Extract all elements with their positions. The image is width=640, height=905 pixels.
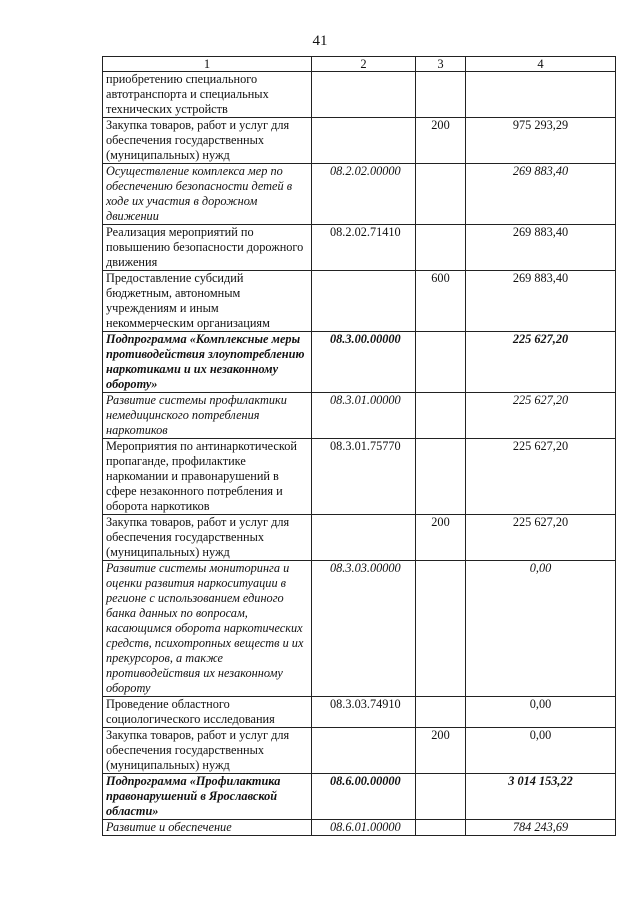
row-expense-type: 600 xyxy=(416,271,466,332)
table-row xyxy=(103,697,616,728)
row-name: Развитие системы мониторинга и оценки развития наркоситуации в регионе с использованием единого банка данных по вопросам, касающимся оборота наркотических средств, психотропных веществ и их прекурсоров, а также противодействия их незаконному обороту xyxy=(103,561,312,697)
row-name: Осуществление комплекса мер по обеспечению безопасности детей в ходе их участия в дорожном движении xyxy=(103,164,312,225)
row-expense-type xyxy=(416,332,466,393)
row-expense-type: 200 xyxy=(416,515,466,561)
row-name: Подпрограмма «Профилактика правонарушений в Ярославской области» xyxy=(103,774,312,820)
row-expense-type xyxy=(416,72,466,118)
row-amount: 3 014 153,22 xyxy=(466,774,616,820)
row-code: 08.3.03.74910 xyxy=(312,697,416,728)
row-amount: 225 627,20 xyxy=(466,439,616,515)
row-expense-type xyxy=(416,393,466,439)
budget-table-body xyxy=(103,57,616,836)
table-row xyxy=(103,332,616,393)
row-expense-type xyxy=(416,697,466,728)
row-amount: 225 627,20 xyxy=(466,332,616,393)
row-name: Развитие и обеспечение xyxy=(103,820,312,836)
row-expense-type xyxy=(416,774,466,820)
header-col-1: 1 xyxy=(103,57,312,72)
page-number: 41 xyxy=(312,33,328,49)
row-code: 08.6.01.00000 xyxy=(312,820,416,836)
row-name: Мероприятия по антинаркотической пропаганде, профилактике наркомании и правонарушений в сфере незаконного потребления и оборота наркотиков xyxy=(103,439,312,515)
row-code xyxy=(312,271,416,332)
table-row xyxy=(103,118,616,164)
row-amount: 269 883,40 xyxy=(466,225,616,271)
table-row xyxy=(103,439,616,515)
table-row xyxy=(103,728,616,774)
row-amount: 784 243,69 xyxy=(466,820,616,836)
row-name: Подпрограмма «Комплексные меры противодействия злоупотреблению наркотиками и их незаконному обороту» xyxy=(103,332,312,393)
row-expense-type xyxy=(416,225,466,271)
row-expense-type: 200 xyxy=(416,728,466,774)
row-code xyxy=(312,118,416,164)
row-code xyxy=(312,515,416,561)
row-amount: 269 883,40 xyxy=(466,271,616,332)
row-code xyxy=(312,72,416,118)
budget-table xyxy=(102,56,616,836)
table-row xyxy=(103,561,616,697)
table-row xyxy=(103,271,616,332)
row-name: Закупка товаров, работ и услуг для обеспечения государственных (муниципальных) нужд xyxy=(103,515,312,561)
row-name: Реализация мероприятий по повышению безопасности дорожного движения xyxy=(103,225,312,271)
row-expense-type xyxy=(416,164,466,225)
row-name: Закупка товаров, работ и услуг для обеспечения государственных (муниципальных) нужд xyxy=(103,728,312,774)
table-row xyxy=(103,393,616,439)
table-row xyxy=(103,72,616,118)
table-row xyxy=(103,820,616,836)
row-amount: 225 627,20 xyxy=(466,515,616,561)
table-row xyxy=(103,225,616,271)
row-amount: 0,00 xyxy=(466,728,616,774)
header-col-4: 4 xyxy=(466,57,616,72)
row-code: 08.2.02.00000 xyxy=(312,164,416,225)
row-code: 08.3.01.00000 xyxy=(312,393,416,439)
row-code: 08.3.01.75770 xyxy=(312,439,416,515)
row-amount xyxy=(466,72,616,118)
header-col-2: 2 xyxy=(312,57,416,72)
header-col-3: 3 xyxy=(416,57,466,72)
row-amount: 269 883,40 xyxy=(466,164,616,225)
row-expense-type xyxy=(416,820,466,836)
row-expense-type xyxy=(416,439,466,515)
table-row xyxy=(103,515,616,561)
row-code: 08.3.03.00000 xyxy=(312,561,416,697)
row-code: 08.2.02.71410 xyxy=(312,225,416,271)
row-amount: 0,00 xyxy=(466,561,616,697)
row-expense-type: 200 xyxy=(416,118,466,164)
row-code: 08.3.00.00000 xyxy=(312,332,416,393)
row-name: приобретению специального автотранспорта и специальных технических устройств xyxy=(103,72,312,118)
row-code: 08.6.00.00000 xyxy=(312,774,416,820)
row-name: Проведение областного социологического исследования xyxy=(103,697,312,728)
row-name: Закупка товаров, работ и услуг для обеспечения государственных (муниципальных) нужд xyxy=(103,118,312,164)
row-amount: 975 293,29 xyxy=(466,118,616,164)
row-name: Развитие системы профилактики немедицинского потребления наркотиков xyxy=(103,393,312,439)
row-amount: 225 627,20 xyxy=(466,393,616,439)
row-expense-type xyxy=(416,561,466,697)
row-name: Предоставление субсидий бюджетным, автономным учреждениям и иным некоммерческим организациям xyxy=(103,271,312,332)
table-row xyxy=(103,164,616,225)
table-row xyxy=(103,774,616,820)
row-amount: 0,00 xyxy=(466,697,616,728)
row-code xyxy=(312,728,416,774)
table-header-row xyxy=(103,57,616,72)
